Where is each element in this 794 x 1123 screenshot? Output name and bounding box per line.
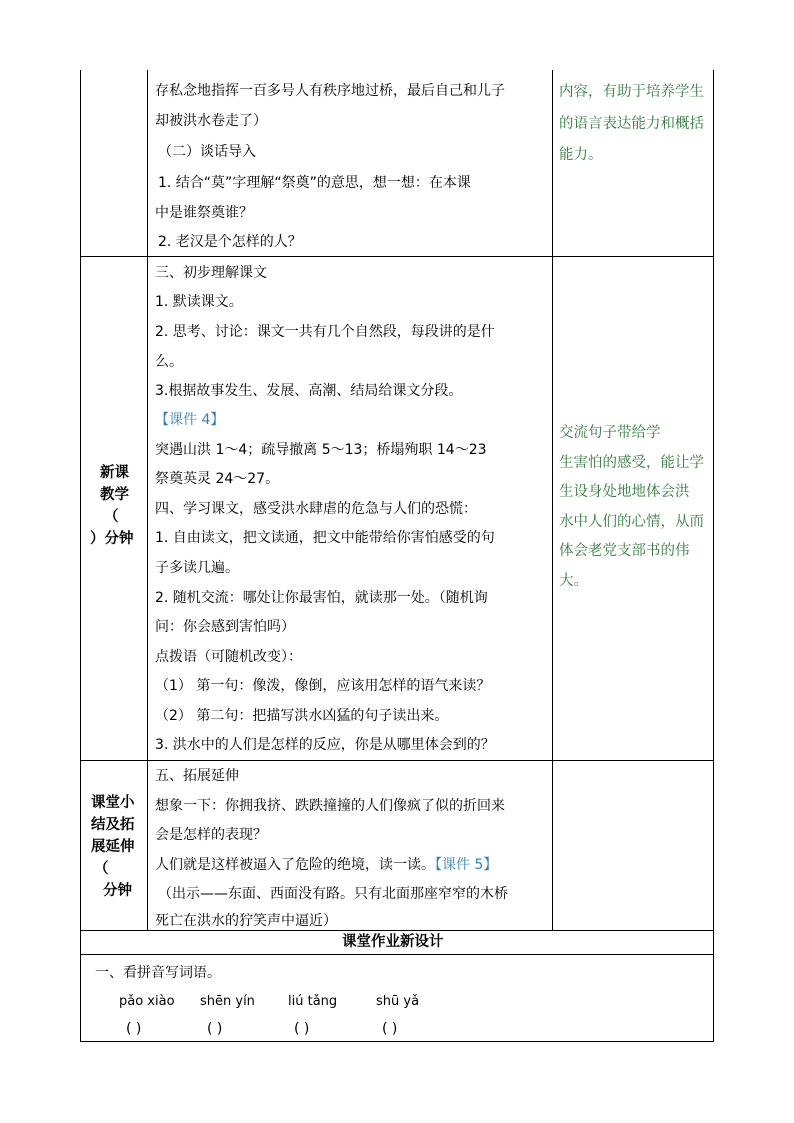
row3-line: 五、拓展延伸: [155, 768, 239, 784]
row2-note-line: 交流句子带给学: [559, 425, 661, 441]
pinyin-word: shēn yín: [200, 994, 255, 1009]
row1-note-line: 的语言表达能力和概括: [559, 116, 704, 132]
row2-line: 祭奠英灵 24～27。: [155, 471, 280, 487]
side-label-line: （: [94, 861, 109, 877]
side-label-line: 展延伸: [91, 839, 135, 855]
table-divider-note: [552, 70, 553, 930]
pinyin-word: pǎo xiào: [119, 994, 175, 1009]
side-label-line: 教学: [100, 487, 129, 503]
row1-note-line: 能力。: [559, 147, 603, 163]
row1-line: 存私念地指挥一百多号人有秩序地过桥，最后自己和儿子: [155, 83, 505, 99]
answer-blank[interactable]: ( ): [294, 1021, 310, 1037]
row1-note-line: 内容，有助于培养学生: [559, 84, 704, 100]
row2-note-line: 生害怕的感受，能让学: [559, 455, 704, 471]
row3-line: 想象一下：你拥我挤、跌跌撞撞的人们像疯了似的折回来: [155, 798, 505, 814]
row-divider-4: [80, 954, 714, 955]
row2-note-line: 水中人们的心情，从而: [559, 514, 704, 530]
row1-line: 中是谁祭奠谁？: [155, 205, 253, 221]
side-label-line: （: [104, 509, 119, 525]
row2-note-line: 体会老党支部书的伟: [559, 543, 690, 559]
courseware-tag: 【课件 4】: [155, 412, 225, 428]
homework-question-1: 一、看拼音写词语。: [95, 965, 221, 981]
row2-line: 2. 思考、讨论：课文一共有几个自然段，每段讲的是什: [155, 324, 495, 340]
row3-line: 会是怎样的表现？: [155, 827, 267, 843]
row-divider-1: [80, 256, 714, 257]
row2-line: 3.根据故事发生、发展、高潮、结局给课文分段。: [155, 383, 463, 399]
row2-line: 1. 默读课文。: [155, 294, 243, 310]
row3-line-text: 人们就是这样被逼入了危险的绝境，读一读。: [155, 857, 435, 873]
row1-line: （二）谈话导入: [158, 144, 256, 160]
answer-blank[interactable]: ( ): [207, 1021, 223, 1037]
answer-blank[interactable]: ( ): [126, 1021, 142, 1037]
side-label-line: ）分钟: [90, 531, 134, 547]
side-label-line: 分钟: [103, 883, 132, 899]
row2-line: 四、学习课文，感受洪水肆虐的危急与人们的恐慌：: [155, 501, 477, 517]
side-label-line: 新课: [100, 465, 129, 481]
table-border-right: [713, 70, 714, 1042]
homework-title: 课堂作业新设计: [342, 934, 444, 950]
side-label-line: 课堂小: [91, 795, 135, 811]
row2-line: （2） 第二句：把描写洪水凶猛的句子读出来。: [155, 708, 449, 724]
pinyin-word: shū yǎ: [376, 994, 420, 1009]
row2-note-line: 生设身处地地体会洪: [559, 484, 690, 500]
row2-line: 子多读几遍。: [155, 560, 239, 576]
row1-line: 却被洪水卷走了）: [155, 113, 267, 129]
row2-line: 2. 随机交流：哪处让你最害怕，就读那一处。（随机询: [155, 590, 488, 606]
table-border-bottom: [80, 1041, 714, 1042]
pinyin-word: liú tǎng: [288, 994, 338, 1009]
row3-line: 死亡在洪水的狞笑声中逼近）: [155, 913, 337, 929]
row2-line: 点拨语（可随机改变）：: [155, 649, 302, 665]
courseware-tag: 【课件 5】: [435, 857, 498, 873]
row3-line: （出示——东面、西面没有路。只有北面那座窄窄的木桥: [158, 886, 508, 902]
answer-blank[interactable]: ( ): [382, 1021, 398, 1037]
row2-line: （1） 第一句：像泼，像倒，应该用怎样的语气来读？: [155, 678, 491, 694]
table-divider-side: [147, 70, 148, 930]
table-border-left: [80, 70, 81, 1042]
row2-line: 1. 自由读文，把文读通，把文中能带给你害怕感受的句: [155, 530, 495, 546]
row-divider-2: [80, 760, 714, 761]
row2-line: 问：你会感到害怕吗）: [155, 619, 295, 635]
row2-line: 么。: [155, 354, 183, 370]
row2-note-line: 大。: [559, 573, 588, 589]
row1-line: 2. 老汉是个怎样的人？: [158, 234, 302, 250]
side-label-line: 结及拓: [91, 817, 135, 833]
row2-line: 突遇山洪 1～4；疏导撤离 5～13；桥塌殉职 14～23: [155, 442, 487, 458]
row2-line: 3. 洪水中的人们是怎样的反应，你是从哪里体会到的？: [155, 737, 495, 753]
row3-line: [155, 855, 497, 875]
row1-line: 1. 结合“莫”字理解“祭奠”的意思，想一想：在本课: [158, 175, 471, 191]
row2-line: 三、初步理解课文: [155, 265, 267, 281]
